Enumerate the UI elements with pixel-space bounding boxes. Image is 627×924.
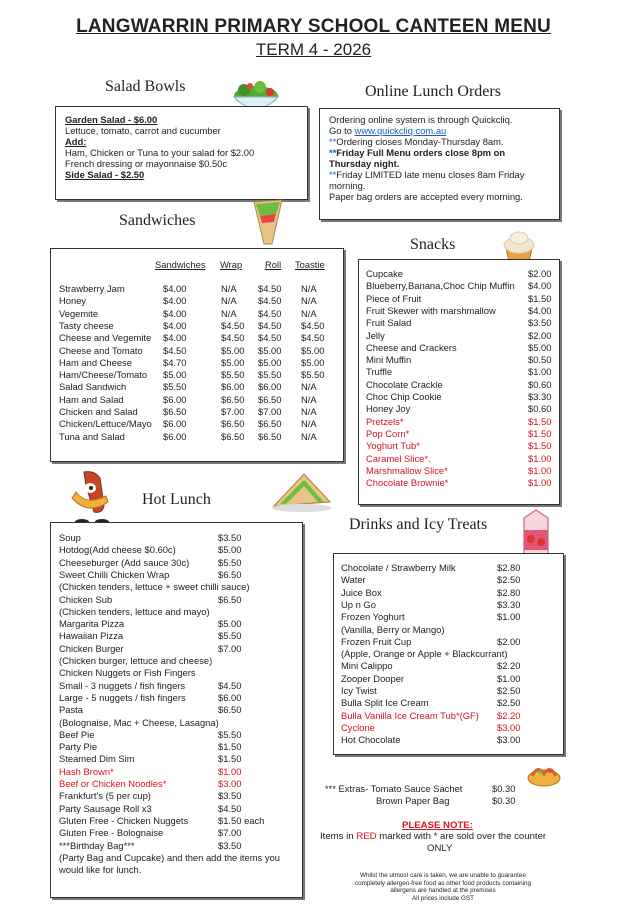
sandwich-price: $4.00 xyxy=(163,319,187,331)
roll-price: $4.50 xyxy=(258,332,282,344)
drink-name: Chocolate / Strawberry Milk xyxy=(341,562,456,573)
term-label: TERM 4 - 2026 xyxy=(255,40,372,59)
sandwich-price: $4.00 xyxy=(163,307,187,319)
hotlunch-item-price: $5.00 xyxy=(218,544,242,556)
sandwich-name: Tasty cheese xyxy=(59,319,114,331)
snack-price: $0.50 xyxy=(528,354,552,366)
hotlunch-item-name: Gluten Free - Bolognaise xyxy=(59,827,164,839)
snack-name: Honey Joy xyxy=(366,403,411,415)
drink-name: Cyclone xyxy=(341,721,375,733)
hotlunch-item-name: Chicken Burger xyxy=(59,642,124,654)
snack-price: $1.00 xyxy=(528,366,552,378)
online-heading: Online Lunch Orders xyxy=(365,83,501,100)
star-marker: ** xyxy=(329,169,337,180)
add-label: Add: xyxy=(65,136,87,147)
hotlunch-item-price: $1.50 xyxy=(218,741,242,753)
sandwiches-heading: Sandwiches xyxy=(119,212,196,229)
garden-salad: Garden Salad - $6.00 xyxy=(65,114,158,125)
hotlunch-item-price: $6.50 xyxy=(218,568,242,580)
hotlunch-item-name: (Chicken tenders, lettuce and mayo) xyxy=(59,605,210,617)
col-toastie: Toastie xyxy=(295,259,325,270)
extras-bag: Brown Paper Bag xyxy=(376,795,450,806)
online-friday-limited xyxy=(329,169,524,180)
hotlunch-item-price: $7.00 xyxy=(218,642,242,654)
extras-sauce: *** Extras- Tomato Sauce Sachet xyxy=(325,783,463,794)
online-goto xyxy=(329,125,446,136)
snacks-box xyxy=(358,259,560,505)
closes-text: Ordering closes Monday-Thursday 8am. xyxy=(336,136,504,147)
roll-price: $7.00 xyxy=(258,406,282,417)
snack-name: Choc Chip Cookie xyxy=(366,391,442,402)
hotlunch-item-price: $5.50 xyxy=(218,630,242,642)
drink-name: Bulla Vanilla Ice Cream Tub*(GF) xyxy=(341,709,479,721)
hotlunch-item-price: $1.00 xyxy=(218,765,242,777)
drink-price: $2.80 xyxy=(497,586,521,598)
salad-heading: Salad Bowls xyxy=(105,78,186,95)
toastie-price: N/A xyxy=(301,283,317,294)
sandwich-name: Cheese and Tomato xyxy=(59,344,143,356)
drink-price: $2.50 xyxy=(497,697,521,709)
toastie-price: $5.00 xyxy=(301,344,325,356)
wrap-price: $4.50 xyxy=(221,332,245,344)
toastie-price: N/A xyxy=(301,393,317,405)
online-thursday: Thursday night. xyxy=(329,158,400,169)
goto-label: Go to xyxy=(329,125,355,136)
roll-price: $5.00 xyxy=(258,356,282,368)
noodles-icon xyxy=(526,756,562,792)
hotlunch-item-name: Cheeseburger (Add sauce 30c) xyxy=(59,556,190,568)
toastie-price: N/A xyxy=(301,406,317,417)
snack-name: Blueberry,Banana,Choc Chip Muffin xyxy=(366,280,515,292)
online-line1: Ordering online system is through Quickcliq. xyxy=(329,114,513,125)
sandwich-price: $6.00 xyxy=(163,393,187,405)
hotlunch-item-price: $6.00 xyxy=(218,691,242,703)
hotlunch-item-name: Margarita Pizza xyxy=(59,618,125,630)
drink-name: Icy Twist xyxy=(341,685,377,696)
sandwich-name: Tuna and Salad xyxy=(59,430,125,442)
snack-price: $1.00 xyxy=(528,452,552,464)
wrap-price: N/A xyxy=(221,283,237,294)
snack-price: $1.50 xyxy=(528,415,552,427)
roll-price: $6.00 xyxy=(258,381,282,393)
roll-price: $6.50 xyxy=(258,430,282,442)
hotlunch-item-price: $4.50 xyxy=(218,679,242,691)
hotlunch-item-name: Small - 3 nuggets / fish fingers xyxy=(59,679,186,691)
sandwich-price: $6.50 xyxy=(163,406,187,417)
roll-price: $4.50 xyxy=(258,307,282,319)
hotlunch-item-name: (Party Bag and Cupcake) and then add the items you xyxy=(59,851,280,863)
wrap-icon xyxy=(246,196,290,248)
hotlunch-item-price: $3.00 xyxy=(218,778,242,789)
drink-name: (Apple, Orange or Apple + Blackcurrant) xyxy=(341,648,508,660)
snack-name: Cupcake xyxy=(366,268,404,279)
drink-price: $2.50 xyxy=(497,685,521,696)
snack-name: Piece of Fruit xyxy=(366,292,422,304)
hotlunch-item-name: Soup xyxy=(59,532,81,543)
sandwich-price: $4.70 xyxy=(163,356,187,368)
side-salad: Side Salad - $2.50 xyxy=(65,169,145,180)
drink-price: $3.00 xyxy=(497,721,521,733)
hotlunch-item-name: Hash Brown* xyxy=(59,765,114,777)
add-meat: Ham, Chicken or Tuna to your salad for $2.00 xyxy=(65,147,255,158)
hotlunch-item-price: $5.50 xyxy=(218,556,242,568)
toastie-price: $4.50 xyxy=(301,332,325,344)
snack-name: Fruit Salad xyxy=(366,317,412,329)
wrap-price: $6.50 xyxy=(221,430,245,442)
drink-name: Water xyxy=(341,574,366,586)
sandwich-name: Salad Sandwich xyxy=(59,381,127,393)
note-part2: marked with * are sold over the counter xyxy=(376,831,547,842)
snack-price: $5.00 xyxy=(528,341,552,353)
snack-name: Truffle xyxy=(366,366,393,378)
sandwich-price: $5.50 xyxy=(163,381,187,393)
star-marker: ** xyxy=(329,136,337,147)
toastie-price: N/A xyxy=(301,381,317,393)
sandwich-price: $4.50 xyxy=(163,344,187,356)
roll-price: $4.50 xyxy=(258,319,282,331)
snack-name: Marshmallow Slice* xyxy=(366,464,448,476)
hotlunch-item-price: $1.50 xyxy=(218,753,242,765)
drinks-heading: Drinks and Icy Treats xyxy=(349,516,488,533)
snack-price: $1.50 xyxy=(528,427,552,439)
toastie-price: N/A xyxy=(301,430,317,442)
star-marker: ** xyxy=(329,147,337,158)
wrap-price: $6.00 xyxy=(221,381,245,393)
sandwich-price: $6.00 xyxy=(163,430,187,442)
drink-price: $1.00 xyxy=(497,672,521,684)
friday-limited-text: Friday LIMITED late menu closes 8am Friday xyxy=(336,169,525,180)
drink-price: $2.20 xyxy=(497,660,521,672)
drink-name: Zooper Dooper xyxy=(341,672,405,684)
sandwich-price: $4.00 xyxy=(163,295,187,307)
toastie-price: $4.50 xyxy=(301,319,325,331)
hotlunch-item-name: Sweet Chilli Chicken Wrap xyxy=(59,568,170,580)
quickcliq-link[interactable]: www.quickcliq.com.au xyxy=(354,125,447,136)
disclaimer xyxy=(318,872,568,902)
note-part1: Items in xyxy=(320,831,357,842)
drink-price: $2.20 xyxy=(497,709,521,721)
snack-name: Yoghurt Tub* xyxy=(366,440,420,452)
hotlunch-item-name: (Chicken burger, lettuce and cheese) xyxy=(59,655,213,666)
wrap-price: $6.50 xyxy=(221,393,245,405)
drink-price: $1.00 xyxy=(497,611,521,623)
drink-name: Frozen Fruit Cup xyxy=(341,635,412,647)
drink-price: $2.80 xyxy=(497,562,521,573)
hotlunch-box xyxy=(50,522,303,898)
snack-name: Cheese and Crackers xyxy=(366,341,457,353)
hotlunch-item-name: Frankfurt's (5 per cup) xyxy=(59,790,151,802)
sandwich-price: $4.00 xyxy=(163,332,187,344)
dressing: French dressing or mayonnaise $0.50c xyxy=(65,158,228,169)
wrap-price: $5.50 xyxy=(221,369,245,381)
snack-price: $1.50 xyxy=(528,440,552,452)
snack-name: Chocolate Brownie* xyxy=(366,477,449,489)
sandwich-name: Strawberry Jam xyxy=(59,283,125,294)
hotlunch-item-name: Steamed Dim Sim xyxy=(59,753,135,765)
online-morning: morning. xyxy=(329,180,366,191)
hotlunch-item-name: Chicken Nuggets or Fish Fingers xyxy=(59,667,196,679)
sandwich-price: $6.00 xyxy=(163,418,187,430)
wrap-price: $4.50 xyxy=(221,319,245,331)
hotlunch-heading: Hot Lunch xyxy=(142,491,211,508)
please-note-heading: PLEASE NOTE: xyxy=(402,820,473,831)
drink-name: Mini Calippo xyxy=(341,660,393,672)
snack-name: Mini Muffin xyxy=(366,354,412,366)
sandwich-name: Vegemite xyxy=(59,307,99,319)
snack-price: $2.00 xyxy=(528,329,552,341)
garden-salad-desc: Lettuce, tomato, carrot and cucumber xyxy=(65,125,221,136)
roll-price: $6.50 xyxy=(258,418,282,430)
snack-price: $3.30 xyxy=(528,391,552,402)
snack-price: $4.00 xyxy=(528,280,552,292)
disclaimer-line2: completely allergen-free food as other food products containing xyxy=(354,879,532,887)
hotlunch-item-price: $3.50 xyxy=(218,790,242,802)
sandwich-name: Ham and Salad xyxy=(59,393,124,405)
wrap-price: $5.00 xyxy=(221,344,245,356)
sandwich-name: Honey xyxy=(59,295,87,307)
roll-price: $6.50 xyxy=(258,393,282,405)
hotlunch-item-price: $4.50 xyxy=(218,802,242,814)
hotlunch-item-price: $3.50 xyxy=(218,839,242,851)
snack-price: $0.60 xyxy=(528,403,552,415)
toastie-price: N/A xyxy=(301,418,317,430)
hotlunch-item-name: Chicken Sub xyxy=(59,593,113,605)
toastie-price: N/A xyxy=(301,295,317,307)
drink-name: Up n Go xyxy=(341,598,376,610)
hotlunch-item-name: Hawaiian Pizza xyxy=(59,630,124,642)
hotlunch-item-name: Gluten Free - Chicken Nuggets xyxy=(59,814,189,826)
hotlunch-item-price: $6.50 xyxy=(218,593,242,605)
sandwich-icon xyxy=(268,468,336,514)
snack-price: $0.60 xyxy=(528,378,552,390)
wrap-price: N/A xyxy=(221,295,237,307)
drink-name: Frozen Yoghurt xyxy=(341,611,405,623)
roll-price: $5.00 xyxy=(258,344,282,356)
sandwich-price: $5.00 xyxy=(163,369,187,381)
toastie-price: N/A xyxy=(301,307,317,319)
note-red-word: RED xyxy=(356,831,377,842)
toastie-price: $5.50 xyxy=(301,369,325,381)
sandwich-name: Chicken and Salad xyxy=(59,406,138,417)
sandwich-name: Ham and Cheese xyxy=(59,356,132,368)
hotlunch-item-name: Pasta xyxy=(59,704,83,716)
wrap-price: $6.50 xyxy=(221,418,245,430)
hotdog-mascot-icon xyxy=(62,466,124,528)
online-closes xyxy=(329,136,504,147)
hotlunch-item-name: Party Pie xyxy=(59,741,98,753)
hotlunch-item-price: $5.50 xyxy=(218,728,242,740)
sandwich-name: Chicken/Lettuce/Mayo xyxy=(59,418,152,430)
snack-price: $1.00 xyxy=(528,477,552,489)
sandwich-price: $4.00 xyxy=(163,283,187,294)
milk-carton-icon xyxy=(518,506,554,558)
wrap-price: N/A xyxy=(221,307,237,319)
snack-price: $1.50 xyxy=(528,292,552,304)
please-note-only: ONLY xyxy=(427,843,453,854)
wrap-price: $7.00 xyxy=(221,406,245,417)
extras-sauce-price: $0.30 xyxy=(492,783,516,794)
hotlunch-item-name: Large - 5 nuggets / fish fingers xyxy=(59,691,186,703)
drink-price: $2.50 xyxy=(497,574,521,586)
wrap-price: $5.00 xyxy=(221,356,245,368)
friday-full-text: Friday Full Menu orders close 8pm on xyxy=(336,147,506,158)
hotlunch-item-name: Party Sausage Roll x3 xyxy=(59,802,152,814)
sandwich-name: Ham/Cheese/Tomato xyxy=(59,369,148,381)
hotlunch-item-name: (Bolognaise, Mac + Cheese, Lasagna) xyxy=(59,716,219,728)
snack-price: $4.00 xyxy=(528,304,552,316)
drink-price: $2.00 xyxy=(497,635,521,647)
page-title: LANGWARRIN PRIMARY SCHOOL CANTEEN MENU xyxy=(76,16,551,37)
hotlunch-item-name: ***Birthday Bag*** xyxy=(59,839,135,851)
drink-price: $3.00 xyxy=(497,734,521,746)
drink-name: Bulla Split Ice Cream xyxy=(341,697,429,709)
hotlunch-item-price: $6.50 xyxy=(218,704,242,716)
roll-price: $4.50 xyxy=(258,283,282,294)
hotlunch-item-name: Hotdog(Add cheese $0.60c) xyxy=(59,544,176,556)
drink-name: Hot Chocolate xyxy=(341,734,401,746)
snack-name: Jelly xyxy=(366,329,385,341)
snack-price: $3.50 xyxy=(528,317,552,329)
col-roll: Roll xyxy=(265,259,282,270)
sandwich-name: Cheese and Vegemite xyxy=(59,332,152,344)
snack-name: Pop Corn* xyxy=(366,427,410,439)
drink-name: (Vanilla, Berry or Mango) xyxy=(341,623,445,635)
snack-name: Pretzels* xyxy=(366,415,404,427)
snack-name: Caramel Slice*. xyxy=(366,452,431,464)
snacks-heading: Snacks xyxy=(410,236,456,253)
sandwiches-box xyxy=(50,248,344,462)
disclaimer-line4: All prices include GST xyxy=(412,894,474,902)
online-paper: Paper bag orders are accepted every morning. xyxy=(329,191,523,202)
snack-price: $2.00 xyxy=(528,268,552,279)
roll-price: $5.50 xyxy=(258,369,282,381)
disclaimer-line1: Whilst the utmost care is taken, we are unable to guarantee xyxy=(360,872,526,879)
hotlunch-item-name: Beef or Chicken Noodles* xyxy=(59,778,167,789)
disclaimer-line3: allergens are handled at the premises xyxy=(390,887,496,895)
toastie-price: $5.00 xyxy=(301,356,325,368)
hotlunch-item-name: Beef Pie xyxy=(59,728,95,740)
hotlunch-item-price: $1.50 each xyxy=(218,814,265,826)
drink-name: Juice Box xyxy=(341,586,382,598)
hotlunch-item-price: $3.50 xyxy=(218,532,242,543)
snack-price: $1.00 xyxy=(528,464,552,476)
drink-price: $3.30 xyxy=(497,598,521,610)
snack-name: Chocolate Crackle xyxy=(366,378,443,390)
hotlunch-item-name: (Chicken tenders, lettuce + sweet chilli sauce) xyxy=(59,581,250,593)
col-sandwiches: Sandwiches xyxy=(155,259,206,270)
roll-price: $4.50 xyxy=(258,295,282,307)
hotlunch-item-price: $5.00 xyxy=(218,618,242,630)
col-wrap: Wrap xyxy=(220,259,243,270)
please-note-text xyxy=(320,831,546,842)
snack-name: Fruit Skewer with marshmallow xyxy=(366,304,496,316)
hotlunch-item-name: would like for lunch. xyxy=(59,864,142,876)
salad-box xyxy=(55,106,308,200)
online-box xyxy=(319,108,560,220)
hotlunch-item-price: $7.00 xyxy=(218,827,242,839)
online-friday-full xyxy=(329,147,505,158)
drinks-box xyxy=(333,553,564,755)
extras-bag-price: $0.30 xyxy=(492,795,516,806)
